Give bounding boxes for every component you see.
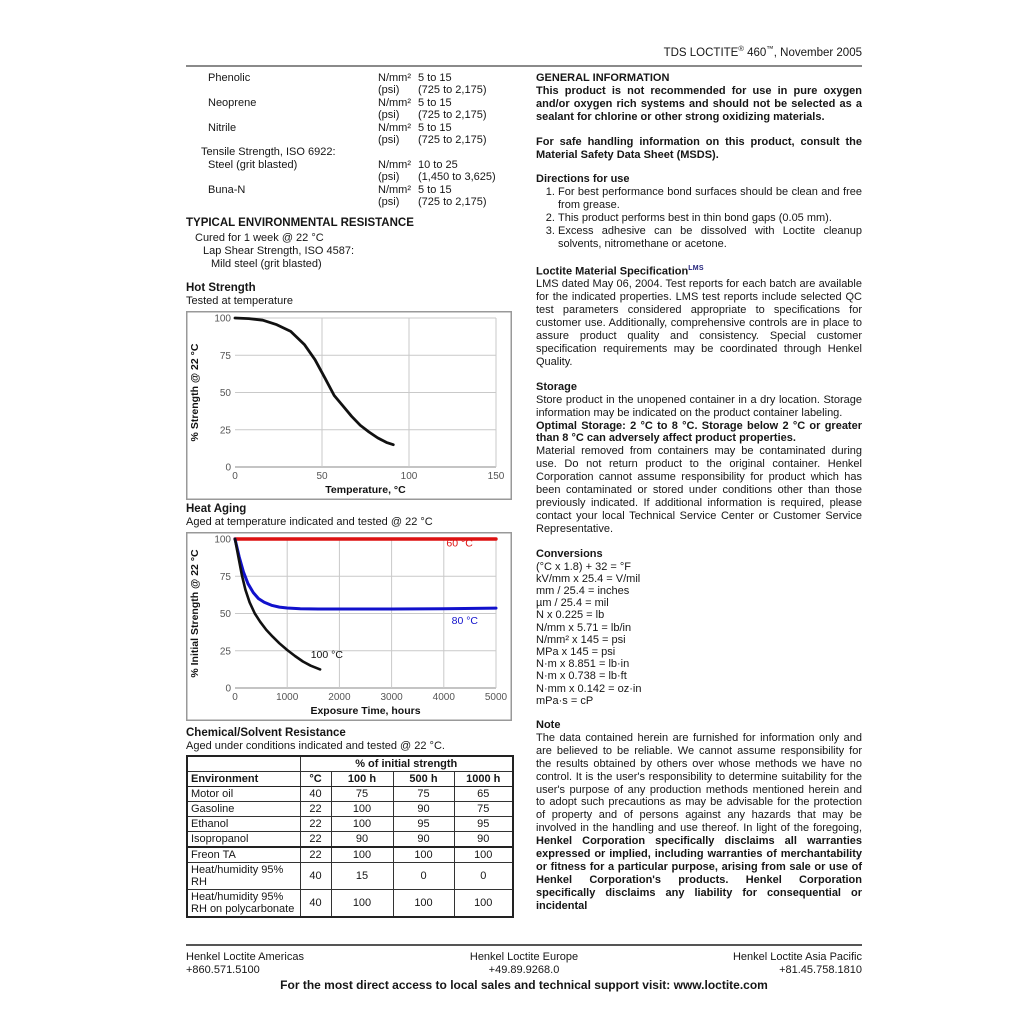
table-row — [187, 863, 513, 890]
property-row — [186, 159, 516, 184]
column-header: 500 h — [393, 772, 454, 787]
table-cell: 0 — [393, 863, 454, 890]
svg-text:75: 75 — [219, 571, 231, 583]
svg-text:80 °C: 80 °C — [451, 614, 479, 627]
table-cell: 95 — [454, 817, 513, 832]
property-value: 5 to 15 — [418, 72, 452, 84]
brand-text: TDS LOCTITE — [663, 46, 739, 59]
table-cell: 22 — [300, 832, 331, 848]
directions-list — [536, 186, 862, 251]
heat-aging-title: Heat Aging — [186, 503, 247, 515]
conversion-line: kV/mm x 25.4 = V/mil — [536, 572, 641, 585]
property-unit: N/mm² — [378, 96, 411, 109]
table-cell: 90 — [393, 832, 454, 848]
svg-text:0: 0 — [232, 471, 238, 482]
lms-heading — [536, 263, 862, 279]
svg-text:% Strength @ 22 °C: % Strength @ 22 °C — [189, 343, 201, 442]
table-cell: 0 — [454, 863, 513, 890]
optimal-storage-paragraph: Optimal Storage: 2 °C to 8 °C. Storage below 2 °C or greater than 8 °C can adversely affect product properties. — [536, 419, 862, 445]
table-header-row — [187, 772, 513, 787]
footer-region-asia-pacific — [637, 951, 862, 977]
svg-text:2000: 2000 — [328, 692, 351, 703]
general-warning-paragraph: This product is not recommended for use in pure oxygen and/or oxygen rich systems and should not be selected as a sealant for chlorine or other strong oxidizing materials. — [536, 84, 862, 123]
property-unit-psi: (psi) — [378, 109, 400, 122]
table-row — [187, 890, 513, 918]
svg-text:Exposure Time, hours: Exposure Time, hours — [310, 705, 421, 717]
note-body-text: The data contained herein are furnished for information only and are believed to be reliable. We cannot assume responsibility for the results obtained by others over whose methods we have no control. It is the user's responsibility to determine suitability for the user's purpose of any production methods mentioned herein and to adopt such precautions as may be advisable for the protection of property and of persons against any hazards that may be involved in the handling and use thereof. In light of the foregoing, — [536, 731, 862, 835]
hot-strength-subtitle: Tested at temperature — [186, 295, 294, 307]
conversion-line: N/mm x 5.71 = lb/in — [536, 621, 632, 634]
property-name: Neoprene — [208, 96, 257, 109]
svg-text:0: 0 — [225, 462, 231, 474]
table-cell: 22 — [300, 802, 331, 817]
property-unit: N/mm² — [378, 121, 411, 134]
region-name: Henkel Loctite Europe — [469, 951, 579, 963]
span-header: % of initial strength — [300, 756, 513, 772]
table-cell: 75 — [393, 787, 454, 802]
conversion-line: N x 0.225 = lb — [536, 609, 605, 622]
trademark-mark: ™ — [766, 44, 774, 53]
hot-strength-title: Hot Strength — [186, 282, 256, 294]
property-row — [186, 97, 516, 122]
property-value: 5 to 15 — [418, 96, 452, 109]
storage-paragraph: Store product in the unopened container in a dry location. Storage information may be indicated on the product container labeling. — [536, 393, 862, 419]
table-cell: 100 — [331, 802, 393, 817]
svg-text:0: 0 — [225, 683, 231, 695]
note-disclaimer-text: Henkel Corporation specifically disclaims all warranties expressed or implied, including warranties of merchantability or fitness for a particular purpose, arising from sale or use of Henkel Corporation's products. Henkel Corporation specifically disclaims any liability for consequential or incidental — [536, 835, 862, 912]
region-name: Henkel Loctite Asia Pacific — [732, 951, 862, 963]
section-heading: TYPICAL ENVIRONMENTAL RESISTANCE — [186, 217, 414, 229]
table-cell: Isopropanol — [187, 832, 300, 848]
table-cell: 100 — [331, 847, 393, 863]
property-row — [186, 72, 516, 97]
physical-properties-table — [186, 72, 516, 208]
table-cell: 100 — [393, 847, 454, 863]
svg-text:60 °C: 60 °C — [446, 537, 473, 550]
property-value-psi: (725 to 2,175) — [418, 134, 487, 147]
footer-tagline: For the most direct access to local sales and technical support visit: www.loctite.com — [280, 978, 768, 992]
svg-text:50: 50 — [219, 609, 231, 620]
table-cell: Heat/humidity 95% RH — [187, 863, 300, 890]
svg-text:100: 100 — [214, 534, 231, 546]
column-header: °C — [300, 772, 331, 787]
registered-mark: ® — [738, 44, 744, 53]
table-cell: 75 — [454, 802, 513, 817]
property-value-psi: (1,450 to 3,625) — [418, 171, 496, 184]
property-value: 5 to 15 — [418, 183, 452, 196]
table-cell: 15 — [331, 863, 393, 890]
storage-heading: Storage — [536, 380, 577, 393]
table-span-header-row — [187, 756, 513, 772]
right-column — [536, 72, 862, 925]
property-value: 10 to 25 — [418, 158, 458, 171]
conversion-line: µm / 25.4 = mil — [536, 597, 609, 610]
table-cell: 22 — [300, 817, 331, 832]
lms-superscript: LMS — [688, 264, 704, 272]
property-name: Steel (grit blasted) — [208, 158, 298, 171]
cure-condition: Cured for 1 week @ 22 °C — [195, 232, 324, 244]
svg-text:1000: 1000 — [276, 692, 299, 703]
table-cell: Freon TA — [187, 847, 300, 863]
conversions-heading: Conversions — [536, 547, 603, 560]
empty-cell — [187, 756, 300, 772]
table-row — [187, 802, 513, 817]
note-paragraph — [536, 732, 862, 913]
table-cell: Ethanol — [187, 817, 300, 832]
svg-text:50: 50 — [316, 471, 328, 482]
property-value-psi: (725 to 2,175) — [418, 84, 487, 97]
lms-paragraph: LMS dated May 06, 2004. Test reports for each batch are available for the indicated properties. LMS test reports include selected QC test parameters considered appropriate to specifications for customer use. Additionally, comprehensive controls are in place to assure product quality and consistency. Special customer specification requirements may be coordinated through Henkel Quality. — [536, 278, 862, 368]
property-value: 5 to 15 — [418, 121, 452, 134]
table-cell: 40 — [300, 787, 331, 802]
svg-text:100 °C: 100 °C — [310, 649, 343, 662]
footer-region-americas — [186, 951, 411, 977]
table-cell: 40 — [300, 863, 331, 890]
table-cell: Gasoline — [187, 802, 300, 817]
svg-text:4000: 4000 — [432, 692, 455, 703]
table-cell: Heat/humidity 95% RH on polycarbonate — [187, 890, 300, 918]
svg-text:Temperature, °C: Temperature, °C — [325, 484, 406, 496]
column-header: Environment — [187, 772, 300, 787]
region-phone: +49.89.9268.0 — [488, 964, 560, 976]
table-cell: 75 — [331, 787, 393, 802]
footer-rule — [186, 944, 862, 946]
conversion-line: mm / 25.4 = inches — [536, 584, 630, 597]
table-cell: 65 — [454, 787, 513, 802]
conversions-list — [536, 561, 862, 707]
list-item: 2. This product performs best in thin bond gaps (0.05 mm). — [558, 212, 862, 225]
table-cell: Motor oil — [187, 787, 300, 802]
table-cell: 90 — [454, 832, 513, 848]
msds-paragraph: For safe handling information on this product, consult the Material Safety Data Sheet (MSDS). — [536, 135, 862, 161]
svg-text:0: 0 — [232, 692, 238, 703]
conversion-line: (°C x 1.8) + 32 = °F — [536, 560, 631, 573]
table-cell: 100 — [454, 847, 513, 863]
svg-text:25: 25 — [219, 646, 231, 658]
test-method: Lap Shear Strength, ISO 4587: — [203, 245, 355, 257]
directions-heading: Directions for use — [536, 173, 630, 186]
region-name: Henkel Loctite Americas — [186, 951, 304, 963]
svg-text:5000: 5000 — [484, 692, 508, 703]
column-header: 1000 h — [454, 772, 513, 787]
conversion-line: N·m x 0.738 = lb·ft — [536, 670, 627, 683]
document-date: , November 2005 — [773, 46, 862, 59]
table-cell: 40 — [300, 890, 331, 918]
conversion-line: mPa·s = cP — [536, 694, 594, 707]
conversion-line: N·mm x 0.142 = oz·in — [536, 682, 642, 695]
region-phone: +860.571.5100 — [186, 964, 260, 976]
table-cell: 90 — [393, 802, 454, 817]
svg-text:3000: 3000 — [380, 692, 403, 703]
table-row — [187, 847, 513, 863]
property-value-psi: (725 to 2,175) — [418, 109, 487, 122]
chem-resistance-title: Chemical/Solvent Resistance — [186, 727, 346, 739]
chem-resistance-table — [186, 755, 514, 918]
property-unit: N/mm² — [378, 158, 411, 171]
table-cell: 90 — [331, 832, 393, 848]
svg-text:150: 150 — [487, 471, 505, 482]
document-title — [420, 44, 862, 59]
property-name: Phenolic — [208, 72, 251, 84]
product-number: 460 — [743, 46, 767, 59]
general-information-heading: GENERAL INFORMATION — [536, 72, 670, 84]
list-item: 3. Excess adhesive can be dissolved with Loctite cleanup solvents, nitromethane or acetone. — [558, 225, 862, 251]
property-unit-psi: (psi) — [378, 196, 400, 209]
list-item: 1. For best performance bond surfaces should be clean and free from grease. — [558, 186, 862, 212]
svg-text:75: 75 — [219, 350, 231, 362]
substrate: Mild steel (grit blasted) — [211, 258, 322, 270]
property-row — [186, 184, 516, 209]
conversion-line: MPa x 145 = psi — [536, 645, 616, 658]
property-group-heading: Tensile Strength, ISO 6922: — [201, 146, 336, 159]
table-row — [187, 817, 513, 832]
table-row — [187, 787, 513, 802]
header-rule — [186, 65, 862, 67]
property-row — [186, 122, 516, 147]
svg-text:% Initial Strength @ 22 °C: % Initial Strength @ 22 °C — [189, 549, 201, 678]
property-name: Nitrile — [208, 121, 237, 134]
property-unit-psi: (psi) — [378, 84, 400, 97]
svg-text:50: 50 — [219, 388, 231, 399]
table-cell: 22 — [300, 847, 331, 863]
hot-strength-chart — [186, 311, 512, 500]
storage-contamination-paragraph: Material removed from containers may be contaminated during use. Do not return product to the original container. Henkel Corporation cannot assume responsibility for product which has been contaminated or stored under conditions other than those previously indicated. If additional information is required, please contact your local Technical Service Center or Customer Service Representative. — [536, 445, 862, 535]
heat-aging-subtitle: Aged at temperature indicated and tested @ 22 °C — [186, 516, 433, 528]
conversion-line: N·m x 8.851 = lb·in — [536, 658, 630, 671]
note-heading: Note — [536, 719, 561, 731]
table-cell: 100 — [331, 890, 393, 918]
footer-region-europe — [411, 951, 636, 977]
table-row — [187, 832, 513, 848]
svg-text:100: 100 — [400, 471, 418, 482]
property-unit: N/mm² — [378, 183, 411, 196]
chem-resistance-subtitle: Aged under conditions indicated and tested @ 22 °C. — [186, 740, 445, 752]
property-unit-psi: (psi) — [378, 171, 400, 184]
conversion-line: N/mm² x 145 = psi — [536, 633, 626, 646]
table-cell: 100 — [331, 817, 393, 832]
table-cell: 95 — [393, 817, 454, 832]
property-value-psi: (725 to 2,175) — [418, 196, 487, 209]
region-phone: +81.45.758.1810 — [779, 964, 862, 976]
table-cell: 100 — [393, 890, 454, 918]
svg-text:100: 100 — [214, 313, 231, 325]
property-unit-psi: (psi) — [378, 134, 400, 147]
lms-heading-text: Loctite Material Specification — [536, 265, 689, 278]
environmental-resistance-section — [186, 217, 516, 271]
svg-text:25: 25 — [219, 425, 231, 437]
property-unit: N/mm² — [378, 72, 411, 84]
heat-aging-chart — [186, 532, 512, 721]
footer-regions — [186, 951, 862, 977]
table-cell: 100 — [454, 890, 513, 918]
property-name: Buna-N — [208, 183, 246, 196]
column-header: 100 h — [331, 772, 393, 787]
